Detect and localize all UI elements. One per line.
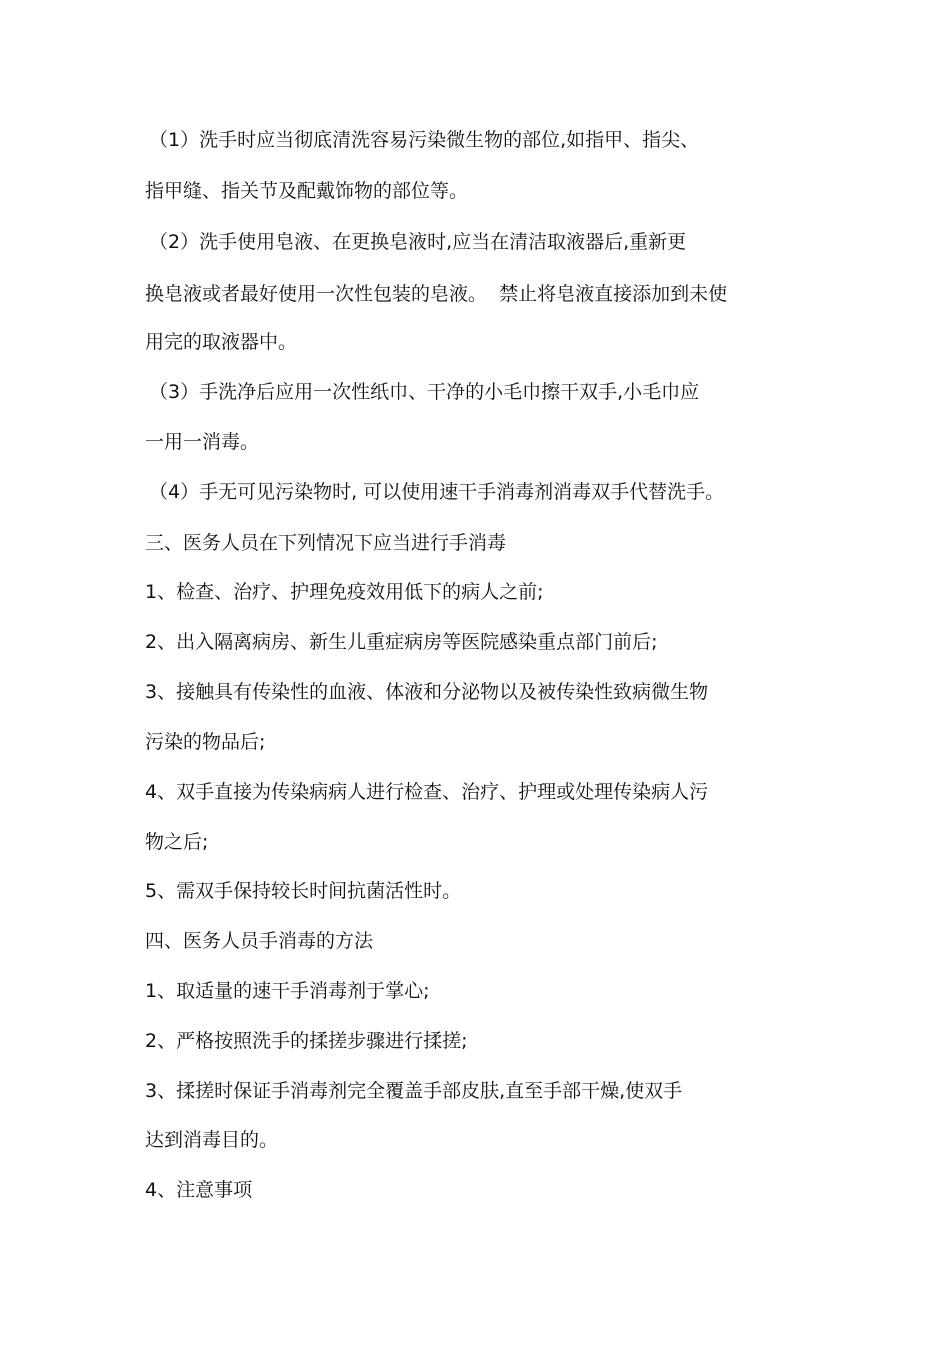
- text-line: （1）洗手时应当彻底清洗容易污染微生物的部位,如指甲、指尖、: [149, 129, 700, 151]
- list-item: 3、接触具有传染性的血液、体液和分泌物以及被传染性致病微生物: [145, 681, 709, 703]
- list-item: 4、双手直接为传染病病人进行检查、治疗、护理或处理传染病人污: [145, 781, 709, 803]
- text-line: 达到消毒目的。: [145, 1129, 279, 1151]
- list-item: 4、注意事项: [145, 1179, 253, 1201]
- list-item: 5、需双手保持较长时间抗菌活性时。: [145, 880, 462, 902]
- text-line: 换皂液或者最好使用一次性包装的皂液。 禁止将皂液直接添加到未使: [145, 283, 728, 305]
- text-line: 指甲缝、指关节及配戴饰物的部位等。: [145, 180, 469, 202]
- section-heading: 四、医务人员手消毒的方法: [145, 930, 374, 952]
- text-line: 污染的物品后;: [145, 731, 266, 753]
- text-line: （2）洗手使用皂液、在更换皂液时,应当在清洁取液器后,重新更: [149, 231, 687, 253]
- list-item: 1、取适量的速干手消毒剂于掌心;: [145, 980, 430, 1002]
- list-item: 2、严格按照洗手的揉搓步骤进行揉搓;: [145, 1030, 468, 1052]
- text-line: 物之后;: [145, 831, 209, 853]
- list-item: 1、检查、治疗、护理免疫效用低下的病人之前;: [145, 581, 544, 603]
- list-item: 2、出入隔离病房、新生儿重症病房等医院感染重点部门前后;: [145, 631, 658, 653]
- text-line: （4）手无可见污染物时, 可以使用速干手消毒剂消毒双手代替洗手。: [149, 481, 725, 503]
- text-line: 用完的取液器中。: [145, 331, 298, 353]
- section-heading: 三、医务人员在下列情况下应当进行手消毒: [145, 532, 507, 554]
- list-item: 3、揉搓时保证手消毒剂完全覆盖手部皮肤,直至手部干燥,使双手: [145, 1080, 683, 1102]
- text-line: （3）手洗净后应用一次性纸巾、干净的小毛巾擦干双手,小毛巾应: [149, 381, 700, 403]
- text-line: 一用一消毒。: [145, 431, 260, 453]
